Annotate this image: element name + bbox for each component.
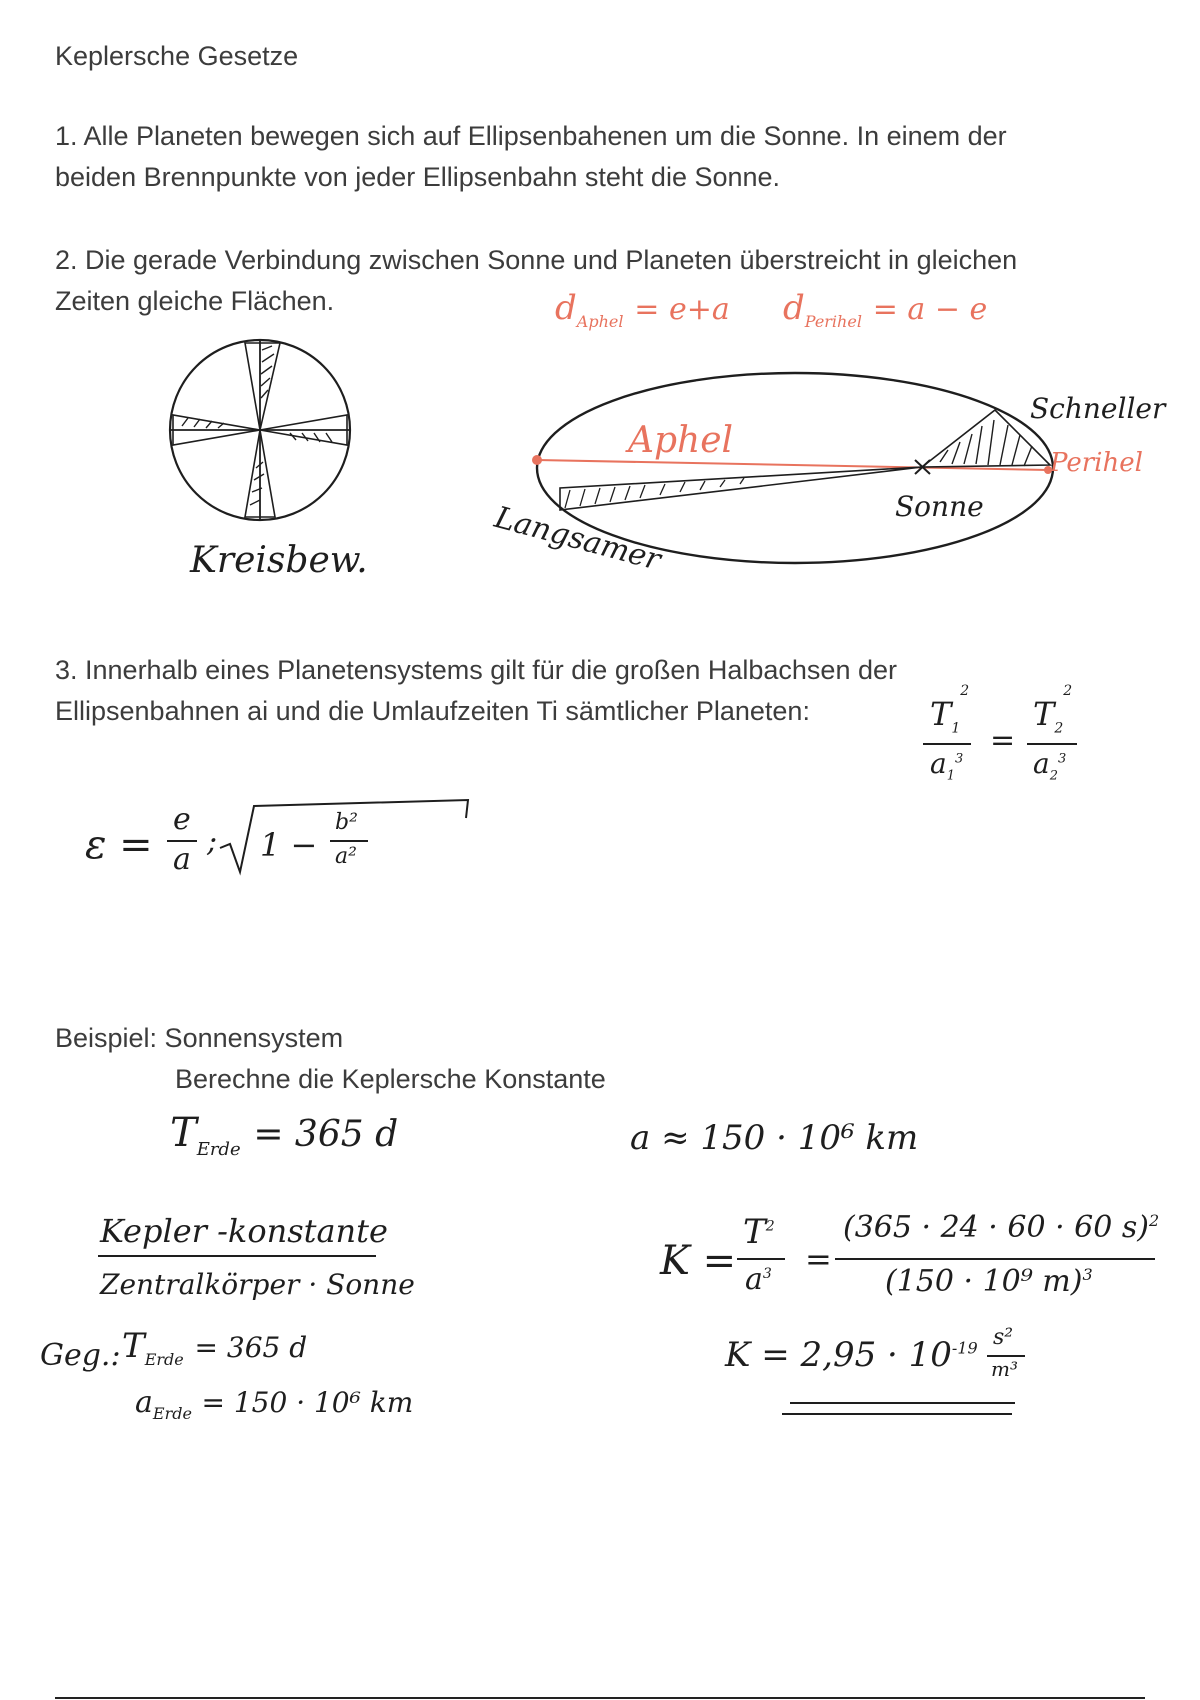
third-law-formula: [915, 683, 1095, 795]
law3-line2: Ellipsenbahnen ai und die Umlaufzeiten Ti sämtlicher Planeten:: [55, 696, 810, 726]
geg-t-sub: Erde: [144, 1349, 184, 1369]
d-aphel-sub: Aphel: [576, 311, 624, 331]
a1-exp: 3: [954, 751, 964, 767]
ecc-sqrt-den: a²: [335, 844, 357, 869]
k-calculation: [655, 1210, 1175, 1320]
ecc-sqrt-num: b²: [335, 810, 358, 835]
kepler-heading-underline: [98, 1255, 376, 1257]
k-lhs: K =: [660, 1238, 737, 1284]
sonne-label: Sonne: [895, 490, 984, 523]
a1-symbol: a: [930, 747, 947, 780]
eccentricity-formula: [85, 800, 405, 890]
d-aphel-formula: [555, 288, 730, 331]
page-bottom-rule: [55, 1697, 1145, 1699]
a1-term: [930, 747, 963, 784]
geg-t-erde: [122, 1326, 307, 1369]
ecc-sqrt-term: 1 −: [260, 826, 318, 864]
t1-sub: 1: [951, 720, 961, 737]
example-heading: Beispiel: Sonnensystem: [55, 1023, 344, 1053]
t2-term: [1033, 683, 1073, 737]
ecc-sep: ;: [207, 824, 218, 859]
k-unit-num: s²: [993, 1325, 1014, 1350]
k-frac-den: [745, 1262, 772, 1297]
d-perihel-rhs: = a − e: [872, 292, 988, 327]
k-frac-num-symbol: T: [743, 1212, 766, 1252]
k-eq: =: [805, 1240, 832, 1278]
geg-t-rhs: = 365 d: [194, 1331, 308, 1364]
perihel-label: Perihel: [1050, 448, 1143, 478]
circle-label: Kreisbew.: [190, 540, 368, 581]
example-task: Berechne die Keplersche Konstante: [175, 1064, 606, 1094]
k-long-frac-line: [835, 1258, 1155, 1260]
a2-term: [1033, 747, 1066, 784]
t-erde-symbol: T: [170, 1110, 197, 1156]
k-frac-num: [743, 1212, 775, 1252]
k-result-exp: -19: [951, 1338, 978, 1358]
geg-a-rhs: = 150 · 10⁶ km: [201, 1386, 414, 1419]
k-den: [885, 1264, 1093, 1299]
geg-t-symbol: T: [122, 1326, 145, 1366]
ecc-den: a: [173, 842, 191, 877]
ratio2-line: [1027, 743, 1077, 745]
geg-a-sub: Erde: [152, 1404, 192, 1423]
k-frac-num-exp: 2: [765, 1218, 775, 1235]
k-num-exp: 2: [1148, 1211, 1160, 1230]
a-approx: a ≈ 150 · 10⁶ km: [630, 1118, 919, 1158]
t-erde-rhs: = 365 d: [253, 1114, 399, 1155]
ecc-sqrt-frac-line: [330, 840, 368, 842]
k-unit-den: m³: [991, 1357, 1018, 1381]
page-title: Keplersche Gesetze: [55, 41, 299, 71]
k-result-text: [725, 1335, 978, 1375]
d-aphel-symbol: d: [555, 288, 577, 328]
k-den-text: (150 · 10⁹ m): [885, 1264, 1083, 1299]
t1-exp: 2: [960, 683, 970, 700]
zentralkoerper: Zentralkörper · Sonne: [100, 1268, 415, 1301]
k-frac-den-exp: 3: [762, 1266, 772, 1282]
a2-symbol: a: [1033, 747, 1050, 780]
k-den-exp: 3: [1082, 1265, 1093, 1284]
t-erde-sub: Erde: [196, 1139, 241, 1160]
law2-line2: Zeiten gleiche Flächen.: [55, 286, 335, 316]
t1-term: [930, 683, 970, 737]
ecc-num: e: [173, 802, 191, 837]
aphel-label: Aphel: [628, 420, 734, 461]
langsamer-label: Langsamer: [490, 500, 665, 578]
geg-a-symbol: a: [135, 1385, 153, 1420]
k-num: [843, 1210, 1159, 1245]
k-result: [725, 1325, 1045, 1405]
ratio1-line: [923, 743, 971, 745]
law2-line1: 2. Die gerade Verbindung zwischen Sonne und Planeten überstreicht in gleichen: [55, 245, 1018, 275]
ratio-equals: =: [990, 723, 1016, 758]
circle-orbit-sketch: [160, 330, 360, 530]
k-result-underline-2: [782, 1413, 1012, 1415]
d-perihel-formula: [783, 288, 987, 331]
t2-symbol: T: [1033, 695, 1055, 733]
schneller-label: Schneller: [1030, 392, 1166, 425]
a2-sub: 2: [1049, 768, 1058, 784]
k-result-value: K = 2,95 · 10: [725, 1335, 952, 1375]
a2-exp: 3: [1057, 751, 1067, 767]
t2-sub: 2: [1054, 720, 1064, 737]
t2-exp: 2: [1063, 683, 1073, 700]
k-frac-line: [737, 1258, 785, 1260]
geg-label: Geg.:: [40, 1338, 121, 1373]
law3-line1: 3. Innerhalb eines Planetensystems gilt für die großen Halbachsen der: [55, 655, 897, 685]
a1-sub: 1: [946, 768, 955, 784]
ecc-lhs: ε =: [85, 822, 153, 868]
t-erde-formula: [170, 1110, 398, 1160]
d-perihel-symbol: d: [783, 288, 805, 328]
d-aphel-rhs: = e+a: [634, 292, 730, 327]
law1-line2: beiden Brennpunkte von jeder Ellipsenbahn steht die Sonne.: [55, 162, 781, 192]
k-num-text: (365 · 24 · 60 · 60 s): [843, 1210, 1149, 1245]
t1-symbol: T: [930, 695, 952, 733]
geg-a-erde: [135, 1385, 413, 1423]
kepler-konstante-heading: Kepler -konstante: [100, 1212, 388, 1250]
law1-line1: 1. Alle Planeten bewegen sich auf Ellipsenbahenen um die Sonne. In einem der: [55, 121, 1007, 151]
d-perihel-sub: Perihel: [804, 311, 862, 331]
k-frac-den-symbol: a: [745, 1262, 763, 1297]
k-result-underline-1: [790, 1402, 1015, 1404]
